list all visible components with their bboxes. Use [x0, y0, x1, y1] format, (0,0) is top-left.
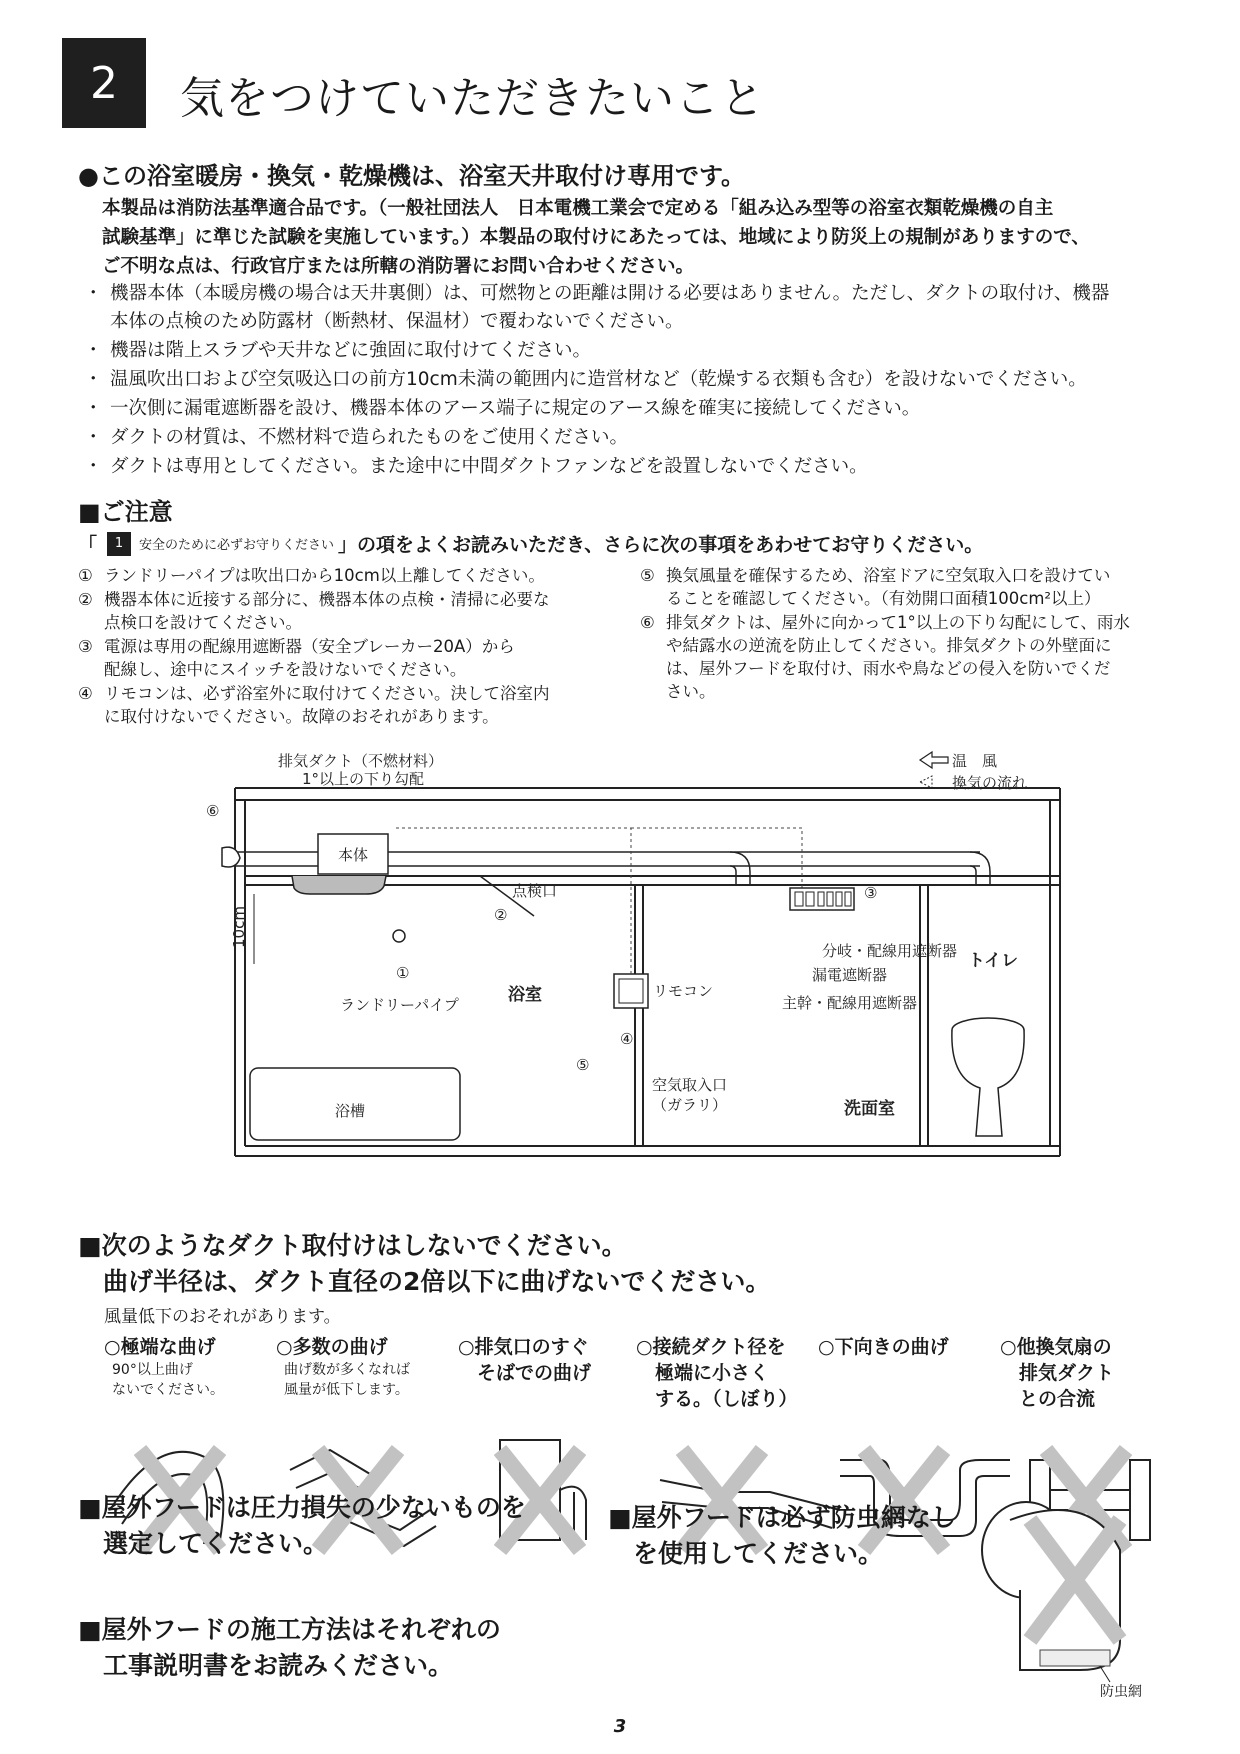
section-number: 2: [62, 38, 146, 128]
note-marker: ③: [78, 637, 93, 656]
bullet-line: 本体の点検のため防露材（断熱材、保温材）で覆わないでください。: [110, 311, 684, 332]
duct-case-title-2: そばでの曲げ: [458, 1362, 592, 1384]
bullet-line: ・ 機器は階上スラブや天井などに強固に取付けてください。: [110, 340, 592, 361]
note-line: ることを確認してください。（有効開口面積100cm²以上）: [666, 589, 1101, 608]
duct-case-downward-bend: [818, 1334, 949, 1360]
tub-label: 浴槽: [335, 1102, 366, 1120]
insect-net: [1040, 1650, 1110, 1666]
breaker-leak-label: 漏電遮断器: [812, 966, 888, 984]
duct-case-title: ○接続ダクト径を: [636, 1336, 786, 1358]
note-item: [640, 611, 1200, 703]
note-line: に取付けないでください。故障のおそれがあります。: [104, 707, 499, 726]
caution-heading: ■ご注意: [78, 498, 173, 526]
note-marker: ⑥: [640, 613, 655, 632]
bullet-line: ・ ダクトの材質は、不燃材料で造られたものをご使用ください。: [110, 427, 629, 448]
duct-case-title: ○下向きの曲げ: [818, 1336, 949, 1358]
inspection-label: 点検口: [512, 882, 558, 900]
note-marker: ②: [78, 590, 93, 609]
duct-case-title: ○極端な曲げ: [104, 1336, 216, 1358]
intro-line: ご不明な点は、行政官庁または所轄の消防署にお問い合わせください。: [102, 256, 695, 277]
note-line: さい。: [666, 682, 716, 701]
hood-note-line: 工事説明書をお読みください。: [78, 1651, 454, 1680]
safety-reference: [107, 532, 334, 556]
duct-case-narrowing: [636, 1334, 798, 1412]
list-item: [84, 280, 1194, 336]
net-leader-line: [1100, 1666, 1110, 1682]
note-line: や結露水の逆流を防止してください。排気ダクトの外壁面に: [666, 636, 1112, 655]
open-quote: 「: [78, 534, 98, 556]
notes-left: [78, 564, 638, 729]
duct-warning-title: [78, 1228, 770, 1300]
breaker-main-label: 主幹・配線用遮断器: [782, 994, 918, 1012]
slope-label: 1°以上の下り勾配: [302, 770, 425, 788]
outdoor-hood: [222, 847, 240, 867]
bullet-line: ・ 機器本体（本暖房機の場合は天井裏側）は、可燃物との距離は開ける必要はありません。ただし、ダクトの取付け、機器: [110, 283, 1110, 304]
section-title: 気をつけていただきたいこと: [180, 73, 765, 124]
net-label: 防虫網: [1100, 1684, 1142, 1700]
note-item: [640, 564, 1200, 610]
marker-4: ④: [620, 1030, 634, 1048]
page-number: 3: [613, 1716, 627, 1737]
note-item: [78, 635, 638, 681]
safety-reference-number: 1: [107, 532, 131, 556]
note-item: [78, 588, 638, 634]
note-line: 排気ダクトは、屋外に向かって1°以上の下り勾配にして、雨水: [666, 613, 1130, 632]
marker-5: ⑤: [576, 1056, 590, 1074]
washroom-label: 洗面室: [844, 1099, 895, 1119]
laundry-pipe: [393, 930, 405, 942]
list-item: [84, 424, 1194, 452]
hood-note-line: ■屋外フードの施工方法はそれぞれの: [78, 1615, 501, 1644]
note-line: 換気風量を確保するため、浴室ドアに空気取入口を設けてい: [666, 566, 1111, 585]
note-line: ランドリーパイプは吹出口から10cm以上離してください。: [104, 566, 545, 585]
duct-case-sub-1: 90°以上曲げ: [112, 1362, 193, 1378]
safety-reference-text: 安全のために必ずお守りください: [139, 538, 335, 553]
installation-diagram: [190, 748, 1070, 1188]
notes-right: [640, 564, 1200, 704]
breaker-branch-label: 分岐・配線用遮断器: [822, 942, 958, 960]
duct-case-sub-2: 風量が低下します。: [284, 1382, 409, 1398]
note-marker: ⑤: [640, 566, 655, 585]
bullet-list: [84, 280, 1194, 482]
duct-case-merge: [1000, 1334, 1114, 1412]
laundry-label: ランドリーパイプ: [340, 996, 459, 1014]
note-item: [78, 564, 638, 587]
remote-wire: [396, 828, 802, 974]
marker-1: ①: [396, 964, 410, 982]
marker-2: ②: [494, 906, 508, 924]
duct-case-title-2: 排気ダクト: [1000, 1362, 1115, 1384]
duct-case-sub-1: 曲げ数が多くなれば: [284, 1362, 410, 1378]
legend-warm: 温 風: [952, 752, 998, 770]
duct-case-extreme-bend: [104, 1334, 224, 1400]
note-item: [78, 682, 638, 728]
hood-note-no-net: [608, 1500, 956, 1572]
duct-case-title-3: する。（しぼり）: [636, 1388, 798, 1410]
note-line: 電源は専用の配線用遮断器（安全ブレーカー20A）から: [104, 637, 515, 656]
bathroom-label: 浴室: [508, 985, 542, 1005]
note-line: は、屋外フードを取付け、雨水や鳥などの侵入を防いでくだ: [666, 659, 1111, 678]
bullet-line: ・ 一次側に漏電遮断器を設け、機器本体のアース端子に規定のアース線を確実に接続してください。: [110, 398, 921, 419]
duct-case-title: ○他換気扇の: [1000, 1336, 1112, 1358]
note-line: 点検口を設けてください。: [104, 613, 302, 632]
hood-note-line: 選定してください。: [78, 1529, 329, 1558]
air-inlet-label-1: 空気取入口: [652, 1076, 728, 1094]
legend-exhaust: 換気の流れ: [952, 774, 1028, 792]
unit-label: 本体: [337, 846, 369, 864]
toilet-fixture: [952, 1018, 1024, 1136]
marker-6: ⑥: [206, 802, 220, 820]
note-marker: ④: [78, 684, 93, 703]
caution-line: [78, 530, 983, 557]
bullet-line: ・ ダクトは専用としてください。また途中に中間ダクトファンなどを設置しないでください。: [110, 456, 868, 477]
duct-case-title: ○多数の曲げ: [276, 1336, 388, 1358]
warm-air-arrow-icon: [920, 752, 948, 768]
intro-line: 本製品は消防法基準適合品です。（一般社団法人 日本電機工業会で定める「組み込み型等の浴室衣類乾燥機の自主: [102, 198, 1054, 219]
hood-note-pressure: [78, 1490, 526, 1562]
duct-case-title-3: との合流: [1000, 1388, 1096, 1410]
dimension-label: 10cm: [230, 906, 248, 948]
duct-warning-line-2: 曲げ半径は、ダクト直径の2倍以下に曲げないでください。: [78, 1267, 771, 1296]
note-line: 機器本体に近接する部分に、機器本体の点検・清掃に必要な: [104, 590, 550, 609]
marker-3: ③: [864, 884, 878, 902]
hood-note-line: ■屋外フードは必ず防虫網なし: [608, 1503, 956, 1532]
heading-ceiling-only: ●この浴室暖房・換気・乾燥機は、浴室天井取付け専用です。: [78, 162, 746, 190]
duct-warning-line-1: ■次のようなダクト取付けはしないでください。: [78, 1231, 627, 1260]
bullet-line: ・ 温風吹出口および空気吸込口の前方10cm未満の範囲内に造営材など（乾燥する衣類も含む）を設けないでください。: [110, 369, 1087, 390]
duct-case-title-2: 極端に小さく: [636, 1362, 770, 1384]
list-item: [84, 337, 1194, 365]
intro-line: 試験基準」に準じた試験を実施しています。）本製品の取付けにあたっては、地域により防災上の規制がありますので、: [102, 227, 1090, 248]
duct-case-sub-2: ないでください。: [112, 1382, 224, 1398]
hood-illustration: [970, 1490, 1170, 1700]
exhaust-flow-arrow-icon: [920, 776, 932, 788]
list-item: [84, 395, 1194, 423]
caution-text: 」の項をよくお読みいただき、さらに次の事項をあわせてお守りください。: [338, 534, 984, 556]
list-item: [84, 453, 1194, 481]
list-item: [84, 366, 1194, 394]
duct-case-title: ○排気口のすぐ: [458, 1336, 589, 1358]
duct-case-bend-near-outlet: [458, 1334, 591, 1386]
duct-label: 排気ダクト（不燃材料）: [278, 752, 444, 770]
note-marker: ①: [78, 566, 93, 585]
duct-case-many-bends: [276, 1334, 410, 1400]
toilet-label: トイレ: [968, 951, 1019, 971]
hood-note-line: ■屋外フードは圧力損失の少ないものを: [78, 1493, 526, 1522]
hood-note-install: [78, 1612, 501, 1684]
hood-note-line: を使用してください。: [608, 1539, 884, 1568]
note-line: リモコンは、必ず浴室外に取付けてください。決して浴室内: [104, 684, 550, 703]
duct-warning-note: 風量低下のおそれがあります。: [104, 1307, 341, 1327]
remote-label: リモコン: [653, 982, 714, 1000]
intro-paragraph: [102, 194, 1182, 281]
air-inlet-label-2: （ガラリ）: [652, 1096, 728, 1114]
unit-grille: [292, 876, 386, 894]
note-line: 配線し、途中にスイッチを設けないでください。: [104, 660, 467, 679]
